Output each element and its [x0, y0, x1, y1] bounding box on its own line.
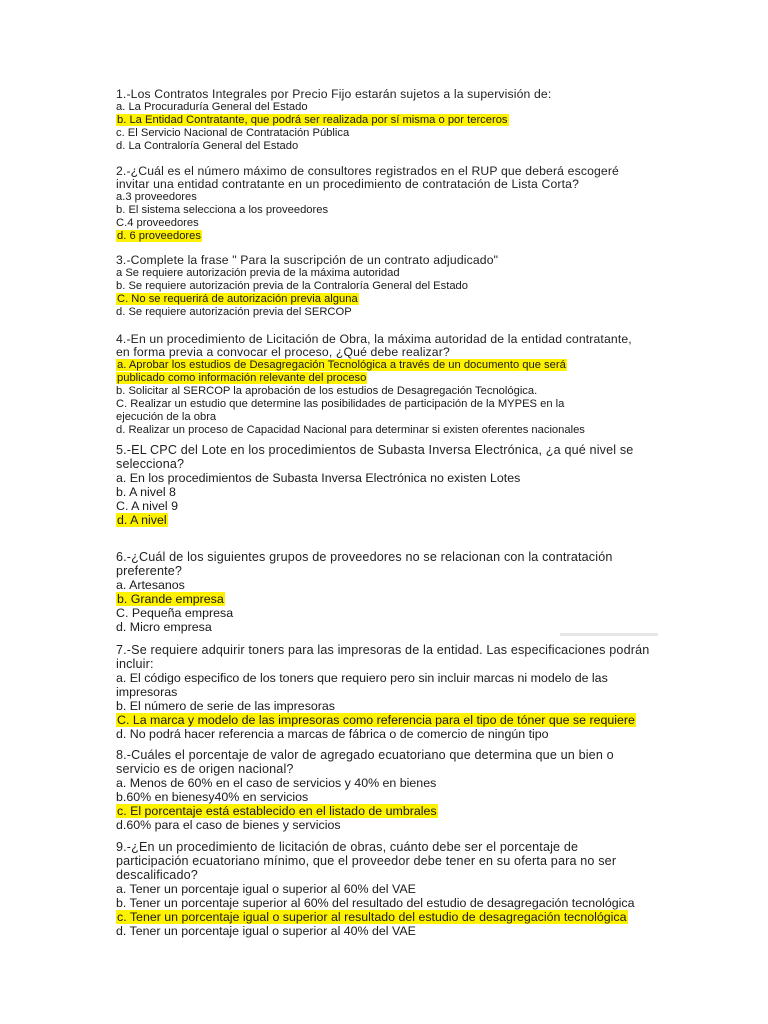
option-text: b. El sistema selecciona a los proveedores	[116, 204, 329, 216]
question-text: 7.-Se requiere adquirir toners para las impresoras de la entidad. Las especificaciones podrán	[116, 643, 650, 657]
option-text: C. No se requerirá de autorización previa alguna	[117, 293, 358, 305]
question-3	[116, 254, 656, 319]
answer-option-highlighted	[116, 230, 656, 243]
option-text: a. Tener un porcentaje igual o superior al 60% del VAE	[116, 882, 416, 896]
question-6	[116, 550, 656, 634]
answer-option	[116, 280, 656, 293]
option-text: publicado como información relevante del proceso	[117, 372, 367, 384]
answer-option	[116, 485, 656, 499]
answer-option	[116, 424, 656, 437]
option-text: impresoras	[116, 685, 178, 699]
answer-option	[116, 685, 656, 699]
option-text: C.4 proveedores	[116, 217, 199, 229]
answer-option	[116, 776, 656, 790]
question-text: selecciona?	[116, 457, 185, 471]
divider-line	[560, 633, 658, 636]
option-text: d. Realizar un proceso de Capacidad Nacional para determinar si existen oferentes nacionales	[116, 424, 585, 436]
option-text: a. Aprobar los estudios de Desagregación Tecnológica a través de un documento que será	[117, 359, 566, 371]
question-text: en forma previa a convocar el proceso, ¿Qué debe realizar?	[116, 345, 450, 359]
answer-option-highlighted	[116, 372, 656, 385]
question-text: descalificado?	[116, 868, 198, 882]
option-text: c. Tener un porcentaje igual o superior al resultado del estudio de desagregación tecnológica	[117, 910, 627, 924]
answer-option-highlighted	[116, 910, 656, 924]
question-5	[116, 443, 656, 527]
answer-option-highlighted	[116, 293, 656, 306]
question-9	[116, 840, 656, 938]
option-text: d. No podrá hacer referencia a marcas de fábrica o de comercio de ningún tipo	[116, 727, 549, 741]
answer-option-highlighted	[116, 513, 656, 527]
answer-option	[116, 101, 656, 114]
answer-option	[116, 127, 656, 140]
option-text: d. A nivel	[117, 513, 167, 527]
option-text: d.60% para el caso de bienes y servicios	[116, 818, 341, 832]
answer-option	[116, 818, 656, 832]
question-text: preferente?	[116, 564, 183, 578]
option-text: C. A nivel 9	[116, 499, 178, 513]
option-text: d. La Contraloría General del Estado	[116, 140, 299, 152]
answer-option	[116, 306, 656, 319]
question-7	[116, 643, 656, 741]
question-text: incluir:	[116, 657, 154, 671]
question-2	[116, 165, 656, 243]
question-text: 4.-En un procedimiento de Licitación de Obra, la máxima autoridad de la entidad contratante,	[116, 332, 632, 346]
answer-option	[116, 620, 656, 634]
answer-option	[116, 699, 656, 713]
answer-option	[116, 398, 656, 411]
answer-option	[116, 267, 656, 280]
question-text: servicio es de origen nacional?	[116, 762, 294, 776]
answer-option	[116, 896, 656, 910]
option-text: C. La marca y modelo de las impresoras como referencia para el tipo de tóner que se requiere	[117, 713, 635, 727]
answer-option	[116, 499, 656, 513]
question-text: participación ecuatoriano mínimo, que el proveedor debe tener en su oferta para no ser	[116, 854, 617, 868]
option-text: a.3 proveedores	[116, 191, 197, 203]
question-text: 1.-Los Contratos Integrales por Precio Fijo estarán sujetos a la supervisión de:	[116, 87, 552, 101]
option-text: b.60% en bienesy40% en servicios	[116, 790, 309, 804]
answer-option	[116, 606, 656, 620]
answer-option	[116, 191, 656, 204]
answer-option	[116, 882, 656, 896]
question-text: invitar una entidad contratante en un procedimiento de contratación de Lista Corta?	[116, 177, 580, 191]
question-text: 5.-EL CPC del Lote en los procedimientos de Subasta Inversa Electrónica, ¿a qué nivel se	[116, 443, 634, 457]
option-text: b. A nivel 8	[116, 485, 176, 499]
answer-option	[116, 140, 656, 153]
answer-option	[116, 204, 656, 217]
option-text: C. Pequeña empresa	[116, 606, 234, 620]
answer-option	[116, 385, 656, 398]
option-text: b. Se requiere autorización previa de la Contraloría General del Estado	[116, 280, 468, 292]
option-text: a. La Procuraduría General del Estado	[116, 101, 308, 113]
option-text: c. El porcentaje está establecido en el listado de umbrales	[117, 804, 437, 818]
option-text: b. Grande empresa	[117, 592, 224, 606]
option-text: a Se requiere autorización previa de la máxima autoridad	[116, 267, 400, 279]
answer-option	[116, 217, 656, 230]
option-text: b. Solicitar al SERCOP la aprobación de los estudios de Desagregación Tecnológica.	[116, 385, 538, 397]
question-text: 3.-Complete la frase " Para la suscripción de un contrato adjudicado"	[116, 253, 499, 267]
answer-option	[116, 790, 656, 804]
option-text: c. El Servicio Nacional de Contratación Pública	[116, 127, 350, 139]
question-text: 8.-Cuáles el porcentaje de valor de agregado ecuatoriano que determina que un bien o	[116, 748, 614, 762]
answer-option-highlighted	[116, 359, 656, 372]
question-4	[116, 333, 656, 437]
question-text: 9.-¿En un procedimiento de licitación de obras, cuánto debe ser el porcentaje de	[116, 840, 579, 854]
answer-option-highlighted	[116, 713, 656, 727]
option-text: C. Realizar un estudio que determine las posibilidades de participación de la MYPES en la	[116, 398, 565, 410]
question-text: 2.-¿Cuál es el número máximo de consultores registrados en el RUP que deberá escogeré	[116, 164, 619, 178]
answer-option	[116, 924, 656, 938]
option-text: b. El número de serie de las impresoras	[116, 699, 336, 713]
option-text: d. Micro empresa	[116, 620, 212, 634]
question-text: 6.-¿Cuál de los siguientes grupos de proveedores no se relacionan con la contratación	[116, 550, 613, 564]
option-text: d. Se requiere autorización previa del SERCOP	[116, 306, 352, 318]
option-text: d. 6 proveedores	[117, 230, 201, 242]
answer-option	[116, 671, 656, 685]
question-8	[116, 748, 656, 832]
answer-option-highlighted	[116, 592, 656, 606]
option-text: d. Tener un porcentaje igual o superior al 40% del VAE	[116, 924, 416, 938]
option-text: a. El código especifico de los toners que requiero pero sin incluir marcas ni modelo de las	[116, 671, 608, 685]
option-text: a. Menos de 60% en el caso de servicios y 40% en bienes	[116, 776, 437, 790]
option-text: b. Tener un porcentaje superior al 60% del resultado del estudio de desagregación tecnológica	[116, 896, 635, 910]
question-1	[116, 88, 656, 153]
answer-option	[116, 411, 656, 424]
option-text: a. En los procedimientos de Subasta Inversa Electrónica no existen Lotes	[116, 471, 521, 485]
option-text: b. La Entidad Contratante, que podrá ser realizada por sí misma o por terceros	[117, 114, 508, 126]
answer-option-highlighted	[116, 804, 656, 818]
option-text: a. Artesanos	[116, 578, 185, 592]
option-text: ejecución de la obra	[116, 411, 217, 423]
answer-option-highlighted	[116, 114, 656, 127]
answer-option	[116, 471, 656, 485]
answer-option	[116, 578, 656, 592]
answer-option	[116, 727, 656, 741]
